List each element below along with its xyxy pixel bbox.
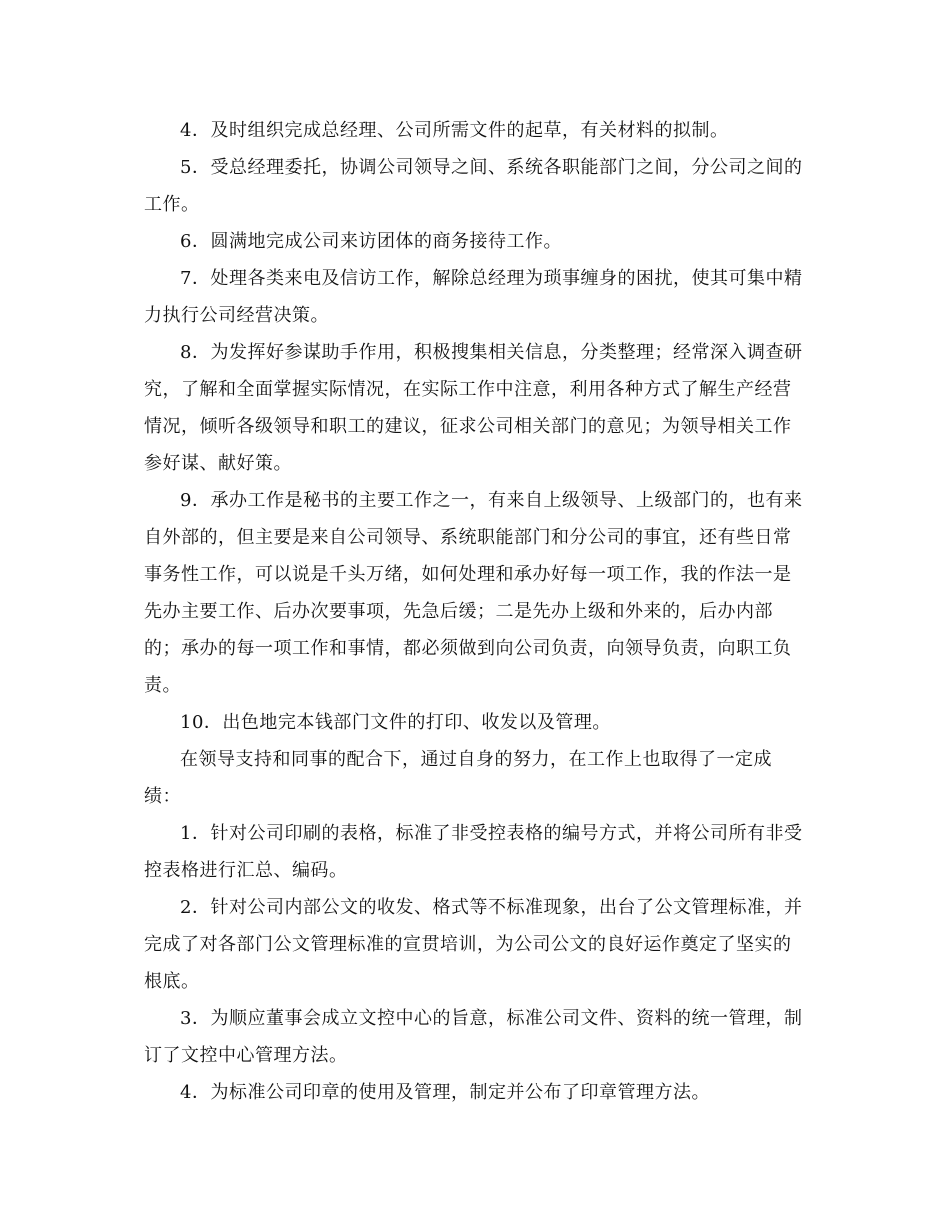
achievement-item-4: 4．为标准公司印章的使用及管理，制定并公布了印章管理方法。: [180, 1082, 710, 1103]
achievements-intro: 在领导支持和同事的配合下，通过自身的努力，在工作上也取得了一定成绩：: [144, 749, 772, 807]
paragraph-item-7: 7．处理各类来电及信访工作，解除总经理为琐事缠身的困扰，使其可集中精力执行公司经营决策。: [144, 268, 803, 326]
paragraph-item-8: 8．为发挥好参谋助手作用，积极搜集相关信息，分类整理；经常深入调查研究，了解和全面掌握实际情况，在实际工作中注意，利用各种方式了解生产经营情况，倾听各级领导和职工的建议，征求公司相关部门的意见；为领导相关工作参好谋、献好策。: [144, 342, 803, 474]
paragraph-item-9: 9．承办工作是秘书的主要工作之一，有来自上级领导、上级部门的，也有来自外部的，但主要是来自公司领导、系统职能部门和分公司的事宜，还有些日常事务性工作，可以说是千头万绪，如何处理和承办好每一项工作，我的作法一是先办主要工作、后办次要事项，先急后缓；二是先办上级和外来的，后办内部的；承办的每一项工作和事情，都必须做到向公司负责，向领导负责，向职工负责。: [144, 490, 803, 696]
paragraph-item-10: 10．出色地完本钱部门文件的打印、收发以及管理。: [180, 712, 611, 733]
document-body: [144, 112, 806, 1111]
achievement-item-3: 3．为顺应董事会成立文控中心的旨意，标准公司文件、资料的统一管理，制订了文控中心管理方法。: [144, 1008, 803, 1066]
achievement-item-1: 1．针对公司印刷的表格，标准了非受控表格的编号方式，并将公司所有非受控表格进行汇总、编码。: [144, 823, 803, 881]
paragraph-item-5: 5．受总经理委托，协调公司领导之间、系统各职能部门之间，分公司之间的工作。: [144, 157, 803, 215]
paragraph-item-6: 6．圆满地完成公司来访团体的商务接待工作。: [180, 231, 562, 252]
paragraph-item-4: 4．及时组织完成总经理、公司所需文件的起草，有关材料的拟制。: [180, 120, 729, 141]
achievement-item-2: 2．针对公司内部公文的收发、格式等不标准现象，出台了公文管理标准，并完成了对各部门公文管理标准的宣贯培训，为公司公文的良好运作奠定了坚实的根底。: [144, 897, 803, 992]
